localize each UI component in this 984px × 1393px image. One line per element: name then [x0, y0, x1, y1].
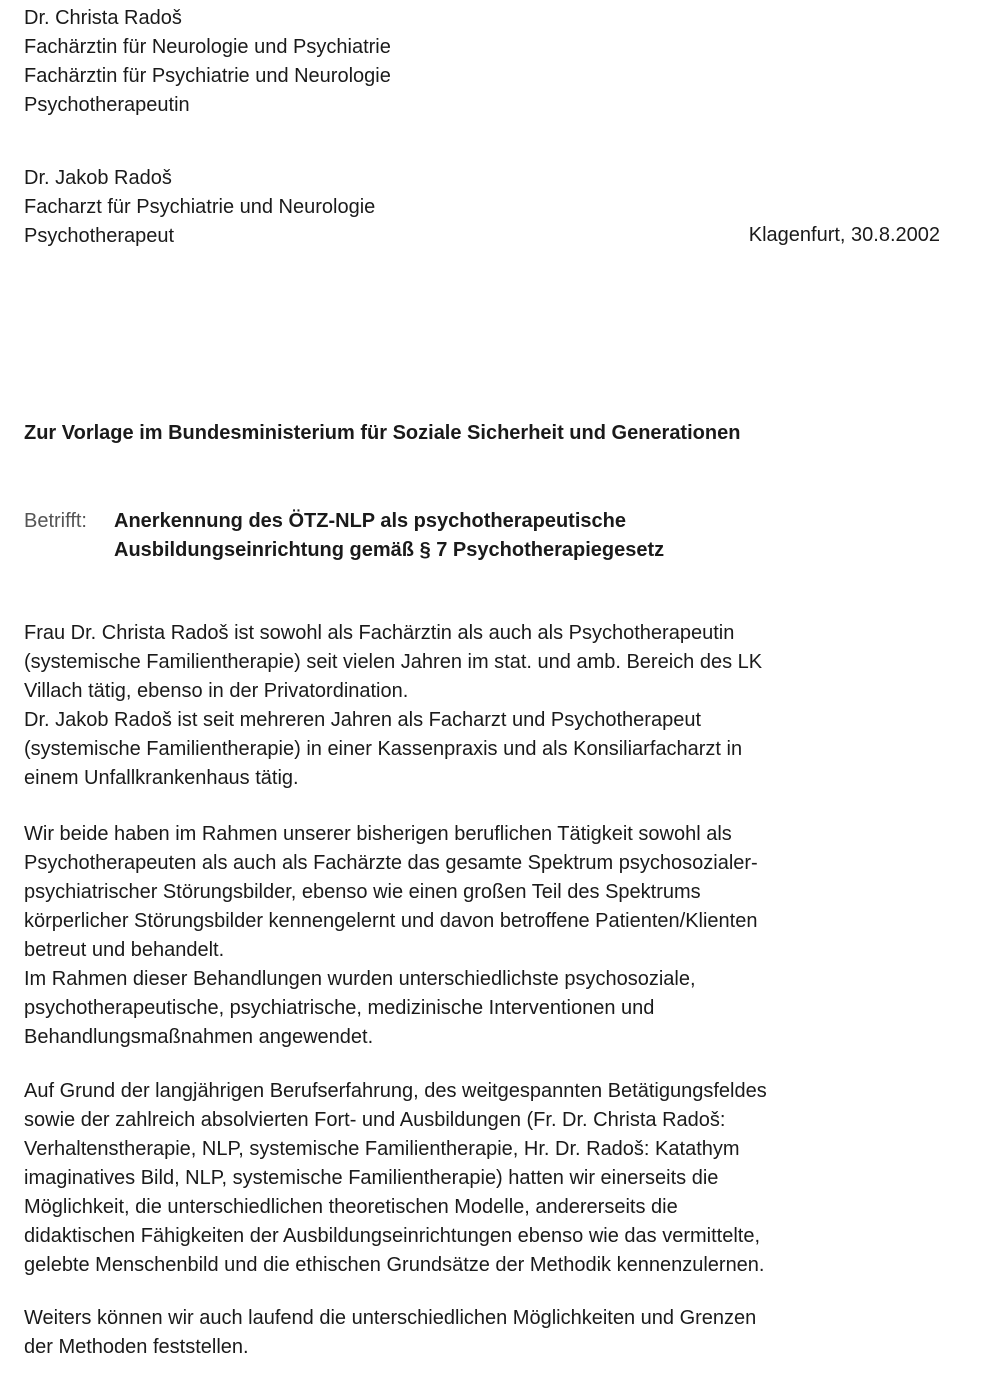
paragraph-line: (systemische Familientherapie) in einer Kassenpraxis und als Konsiliarfacharzt in — [24, 738, 743, 760]
paragraph-line: psychotherapeutische, psychiatrische, medizinische Interventionen und — [24, 997, 655, 1019]
subject-line: Ausbildungseinrichtung gemäß § 7 Psychotherapiegesetz — [114, 539, 665, 561]
paragraph-line: körperlicher Störungsbilder kennengelernt und davon betroffene Patienten/Klienten — [24, 910, 758, 932]
paragraph-4 — [24, 1304, 974, 1362]
paragraph-line: didaktischen Fähigkeiten der Ausbildungseinrichtungen ebenso wie das vermittelte, — [24, 1225, 761, 1247]
paragraph-1 — [24, 619, 974, 793]
paragraph-line: Weiters können wir auch laufend die unterschiedlichen Möglichkeiten und Grenzen — [24, 1307, 757, 1329]
sender-title: Fachärztin für Psychiatrie und Neurologie — [24, 65, 391, 87]
subject-label: Betrifft: — [24, 510, 87, 532]
subject-line: Anerkennung des ÖTZ-NLP als psychotherapeutische — [114, 510, 626, 532]
sender-title: Psychotherapeutin — [24, 94, 190, 116]
sender-title: Fachärztin für Neurologie und Psychiatrie — [24, 36, 391, 58]
paragraph-line: Verhaltenstherapie, NLP, systemische Familientherapie, Hr. Dr. Radoš: Katathym — [24, 1138, 740, 1160]
sender-block-jakob — [24, 164, 375, 251]
sender-block-christa — [24, 4, 391, 120]
paragraph-line: betreut und behandelt. — [24, 939, 225, 961]
paragraph-line: Dr. Jakob Radoš ist seit mehreren Jahren als Facharzt und Psychotherapeut — [24, 709, 702, 731]
paragraph-2 — [24, 820, 974, 1052]
place-date: Klagenfurt, 30.8.2002 — [748, 224, 940, 246]
paragraph-line: der Methoden feststellen. — [24, 1336, 249, 1358]
paragraph-line: psychiatrischer Störungsbilder, ebenso wie einen großen Teil des Spektrums — [24, 881, 701, 903]
sender-title: Psychotherapeut — [24, 225, 175, 247]
paragraph-line: Im Rahmen dieser Behandlungen wurden unterschiedlichste psychosoziale, — [24, 968, 696, 990]
paragraph-line: (systemische Familientherapie) seit vielen Jahren im stat. und amb. Bereich des LK — [24, 651, 763, 673]
paragraph-line: Möglichkeit, die unterschiedlichen theoretischen Modelle, andererseits die — [24, 1196, 678, 1218]
sender-name: Dr. Jakob Radoš — [24, 167, 172, 189]
letter-heading: Zur Vorlage im Bundesministerium für Soziale Sicherheit und Generationen — [24, 422, 741, 444]
sender-title: Facharzt für Psychiatrie und Neurologie — [24, 196, 376, 218]
paragraph-line: Villach tätig, ebenso in der Privatordination. — [24, 680, 409, 702]
paragraph-3 — [24, 1077, 974, 1280]
paragraph-line: sowie der zahlreich absolvierten Fort- und Ausbildungen (Fr. Dr. Christa Radoš: — [24, 1109, 726, 1131]
paragraph-line: Behandlungsmaßnahmen angewendet. — [24, 1026, 374, 1048]
subject-text — [114, 507, 664, 565]
paragraph-line: Wir beide haben im Rahmen unserer bisherigen beruflichen Tätigkeit sowohl als — [24, 823, 732, 845]
paragraph-line: Psychotherapeuten als auch als Fachärzte das gesamte Spektrum psychosozialer- — [24, 852, 758, 874]
sender-name: Dr. Christa Radoš — [24, 7, 182, 29]
paragraph-line: Auf Grund der langjährigen Berufserfahrung, des weitgespannten Betätigungsfeldes — [24, 1080, 767, 1102]
paragraph-line: imaginatives Bild, NLP, systemische Familientherapie) hatten wir einerseits die — [24, 1167, 719, 1189]
paragraph-line: Frau Dr. Christa Radoš ist sowohl als Fachärztin als auch als Psychotherapeutin — [24, 622, 735, 644]
paragraph-line: gelebte Menschenbild und die ethischen Grundsätze der Methodik kennenzulernen. — [24, 1254, 765, 1276]
paragraph-line: einem Unfallkrankenhaus tätig. — [24, 767, 299, 789]
